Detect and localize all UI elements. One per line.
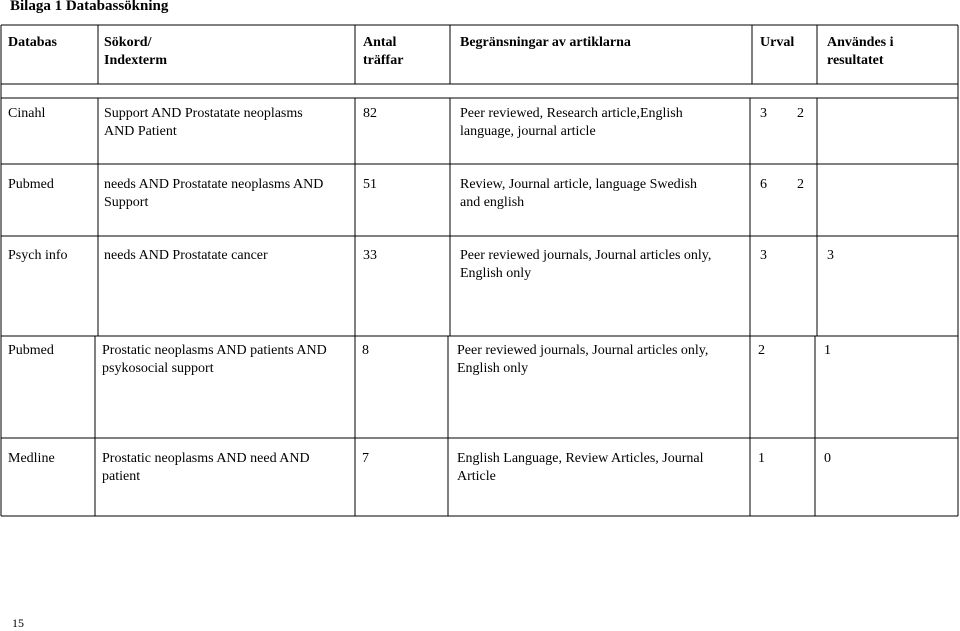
cell-hits: 7 xyxy=(362,451,369,466)
cell-used: 3 xyxy=(827,248,834,263)
cell-selection: 3 xyxy=(760,106,767,121)
cell-used: 0 xyxy=(824,451,831,466)
cell-search-terms: Prostatic neoplasms AND patients AND psykosocial support xyxy=(102,343,327,376)
cell-limits: Review, Journal article, language Swedish and english xyxy=(460,177,698,210)
cell-search-terms: needs AND Prostatate cancer xyxy=(104,248,268,263)
page-title: Bilaga 1 Databassökning xyxy=(10,0,169,14)
cell-used: 2 xyxy=(797,106,804,121)
cell-selection: 2 xyxy=(758,343,765,358)
cell-limits: Peer reviewed, Research article,English language, journal article xyxy=(460,106,683,139)
cell-search-terms: Support AND Prostatate neoplasms AND Patient xyxy=(104,106,303,139)
cell-limits: Peer reviewed journals, Journal articles only, English only xyxy=(457,343,709,376)
header-database: Databas xyxy=(8,35,58,50)
cell-selection: 3 xyxy=(760,248,767,263)
cell-database: Pubmed xyxy=(8,177,54,192)
cell-used: 1 xyxy=(824,343,831,358)
cell-database: Psych info xyxy=(8,248,68,263)
cell-search-terms: needs AND Prostatate neoplasms AND Support xyxy=(104,177,324,210)
page-number: 15 xyxy=(12,616,24,630)
cell-hits: 51 xyxy=(363,177,377,192)
header-selection: Urval xyxy=(760,35,795,50)
cell-database: Cinahl xyxy=(8,106,46,121)
cell-hits: 82 xyxy=(363,106,377,121)
header-hits: Antal träffar xyxy=(363,35,404,68)
header-used: Användes i resultatet xyxy=(827,35,894,68)
cell-limits: Peer reviewed journals, Journal articles only, English only xyxy=(460,248,712,281)
cell-selection: 6 xyxy=(760,177,767,192)
cell-database: Pubmed xyxy=(8,343,54,358)
header-limits: Begränsningar av artiklarna xyxy=(460,35,631,50)
cell-search-terms: Prostatic neoplasms AND need AND patient xyxy=(102,451,310,484)
cell-hits: 8 xyxy=(362,343,369,358)
cell-selection: 1 xyxy=(758,451,765,466)
cell-limits: English Language, Review Articles, Journal Article xyxy=(457,451,704,484)
header-search-terms: Sökord/ Indexterm xyxy=(104,35,167,68)
cell-database: Medline xyxy=(8,451,55,466)
cell-used: 2 xyxy=(797,177,804,192)
cell-hits: 33 xyxy=(363,248,377,263)
